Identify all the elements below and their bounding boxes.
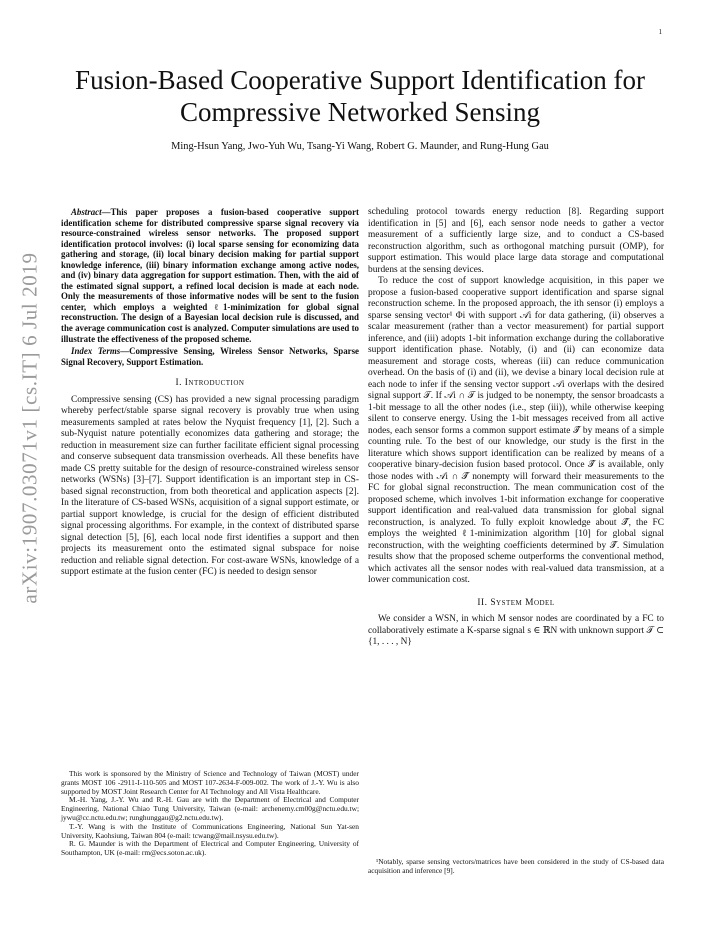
affiliation-note-southampton: R. G. Maunder is with the Department of Electrical and Computer Engineering, University of Southampton, UK (e-mail: rm@ecs.soton.ac.uk). <box>61 839 359 858</box>
affiliation-note-nctu: M.-H. Yang, J.-Y. Wu and R.-H. Gau are with the Department of Electrical and Computer Engineering, National Chiao Tung University, Taiwan (e-mail: archenemy.cm00g@nctu.edu.tw; jywu@cc.nctu.edu.tw; runghunggau@g2.nctu.edu.tw). <box>61 795 359 822</box>
index-terms-lead: Index Terms <box>71 346 121 357</box>
right-paragraph-continued: scheduling protocol towards energy reduction [8]. Regarding support identification in [5] and [6], each sensor node needs to gather a vector measurement of a sufficiently large size, and to conduct a CS-based reconstruction algorithm, such as orthogonal matching pursuit (OMP), for support estimation. This would place large data storage and computational burdens at the sensing devices. <box>368 207 664 275</box>
funding-note: This work is sponsored by the Ministry of Science and Technology of Taiwan (MOST) under grants MOST 106 -2911-I-110-505 and MOST 107-2634-F-009-002. The work of J.-Y. Wu is also supported by MOST Joint Research Center for AI Technology and All Vista Healthcare. <box>61 769 359 796</box>
left-column <box>61 207 359 579</box>
right-paragraph-proposal: To reduce the cost of support knowledge acquisition, in this paper we propose a fusion-based cooperative support identification and sparse signal reconstruction scheme. In the proposed approach, the ith sensor (i) employs a sparse sensing vector¹ Φi with support 𝒜i for data gathering, (ii) observes a scalar measurement (rather than a vector measurement) for partial support inference, and (iii) adopts 1-bit information exchange during the collaborative support identification phase. Notably, (i) and (ii) can economize data measurement and storage costs, whereas (iii) can reduce communication overhead. On the basis of (i) and (ii), we devise a binary local decision rule at each node to infer if the sensing vector support 𝒜i overlaps with the desired signal support 𝒯. If 𝒜i ∩ 𝒯 is judged to be nonempty, the sensor broadcasts a 1-bit message to all the other nodes (i.e., step (iii)), while otherwise keeping silent to conserve energy. Using the 1-bit messages received from all active nodes, each sensor forms a common support estimate 𝒯̂ by means of a simple counting rule. To the best of our knowledge, our study is the first in the literature which shows support identification can be realized by means of a cooperative binary-decision fusion based protocol. Once 𝒯̂ is available, only those nodes with 𝒜i ∩ 𝒯̂ nonempty will forward their measurements to the FC for global signal reconstruction. The mean communication cost of the proposed scheme, which involves 1-bit information exchange for cooperative support identification and real-valued data transmission for global signal reconstruction, is analyzed. To fully exploit knowledge about 𝒯̂, the FC employs the weighted ℓ1-minimization algorithm [10] for global signal reconstruction, with the weighting coefficients determined by 𝒯̂. Simulation results show that the proposed scheme outperforms the conventional method, which activates all the sensor nodes with real-valued data transmission, at a lower communication cost. <box>368 276 664 585</box>
affiliation-note-nsysu: T.-Y. Wang is with the Institute of Communications Engineering, National Sun Yat-sen University, Kaohsiung, Taiwan 804 (e-mail: tcwang@mail.nsysu.edu.tw). <box>61 821 359 840</box>
index-terms <box>61 346 359 367</box>
abstract <box>61 207 359 344</box>
footnote-right <box>368 858 664 876</box>
right-column <box>368 207 664 649</box>
intro-paragraph: Compressive sensing (CS) has provided a new signal processing paradigm whereby perfect/stable sparse signal recovery is provably true when using measurements sampled at rates below the Nyquist frequency [1], [2]. Such a sub-Nyquist nature potentially economizes data gathering and storage; the reduction in measurement size can further facilitate efficient signal processing and conserve subsequent data transmission overheads. All these benefits have made CS pretty suitable for the design of resource-constrained wireless sensor networks (WSNs) [3]–[7]. Support identification is an important step in CS-based signal reconstruction, from both theoretical and application aspects [2]. In the literature of CS-based WSNs, acquisition of a signal support estimate, or partial support knowledge, is crucial for the design of efficient distributed signal processing algorithms. For example, in the context of distributed sparse signal detection [5], [6], each local node first identifies a support and then projects its measurement onto the estimated signal subspace for noise reduction and reliable signal detection. For cost-aware WSNs, knowledge of a support estimate at the fusion center (FC) is needed to design sensor <box>61 394 359 578</box>
paper-title: Fusion-Based Cooperative Support Identification for Compressive Networked Sensing <box>75 65 645 127</box>
abstract-lead: Abstract <box>71 207 102 217</box>
section-heading-introduction: I. Introduction <box>175 378 245 389</box>
system-model-paragraph: We consider a WSN, in which M sensor nodes are coordinated by a FC to collaboratively estimate a K-sparse signal s ∈ ℝN with unknown support 𝒯 ⊂ {1, . . . , N} <box>368 614 664 647</box>
section-heading-system-model: II. System Model <box>477 597 555 608</box>
page-number: 1 <box>658 28 662 36</box>
footnote-1: ¹Notably, sparse sensing vectors/matrices have been considered in the study of CS-based data acquisition and inference [9]. <box>368 857 664 875</box>
author-list: Ming-Hsun Yang, Jwo-Yuh Wu, Tsang-Yi Wang, Robert G. Maunder, and Rung-Hung Gau <box>171 141 549 152</box>
abstract-text: —This paper proposes a fusion-based cooperative support identification scheme for distributed compressive sparse signal recovery via resource-constrained wireless sensor networks. The proposed support identification protocol involves: (i) local sparse sensing for economizing data gathering and storage, (ii) local binary decision making for partial support knowledge inference, (iii) binary information exchange among active nodes, and (iv) binary data aggregation for support estimation. Then, with the aid of the estimated signal support, a refined local decision is made at each node. Only the measurements of those informative nodes will be sent to the fusion center, which employs a weighted ℓ1-minimization for global signal reconstruction. The design of a Bayesian local decision rule is discussed, and the average communication cost is analyzed. Computer simulations are used to illustrate the effectiveness of the proposed scheme. <box>61 207 359 344</box>
index-terms-text: —Compressive Sensing, Wireless Sensor Networks, Sparse Signal Recovery, Support Estimation. <box>61 346 359 367</box>
author-affiliation-notes <box>61 770 359 858</box>
arxiv-watermark: arXiv:1907.03071v1 [cs.IT] 6 Jul 2019 <box>17 252 42 604</box>
